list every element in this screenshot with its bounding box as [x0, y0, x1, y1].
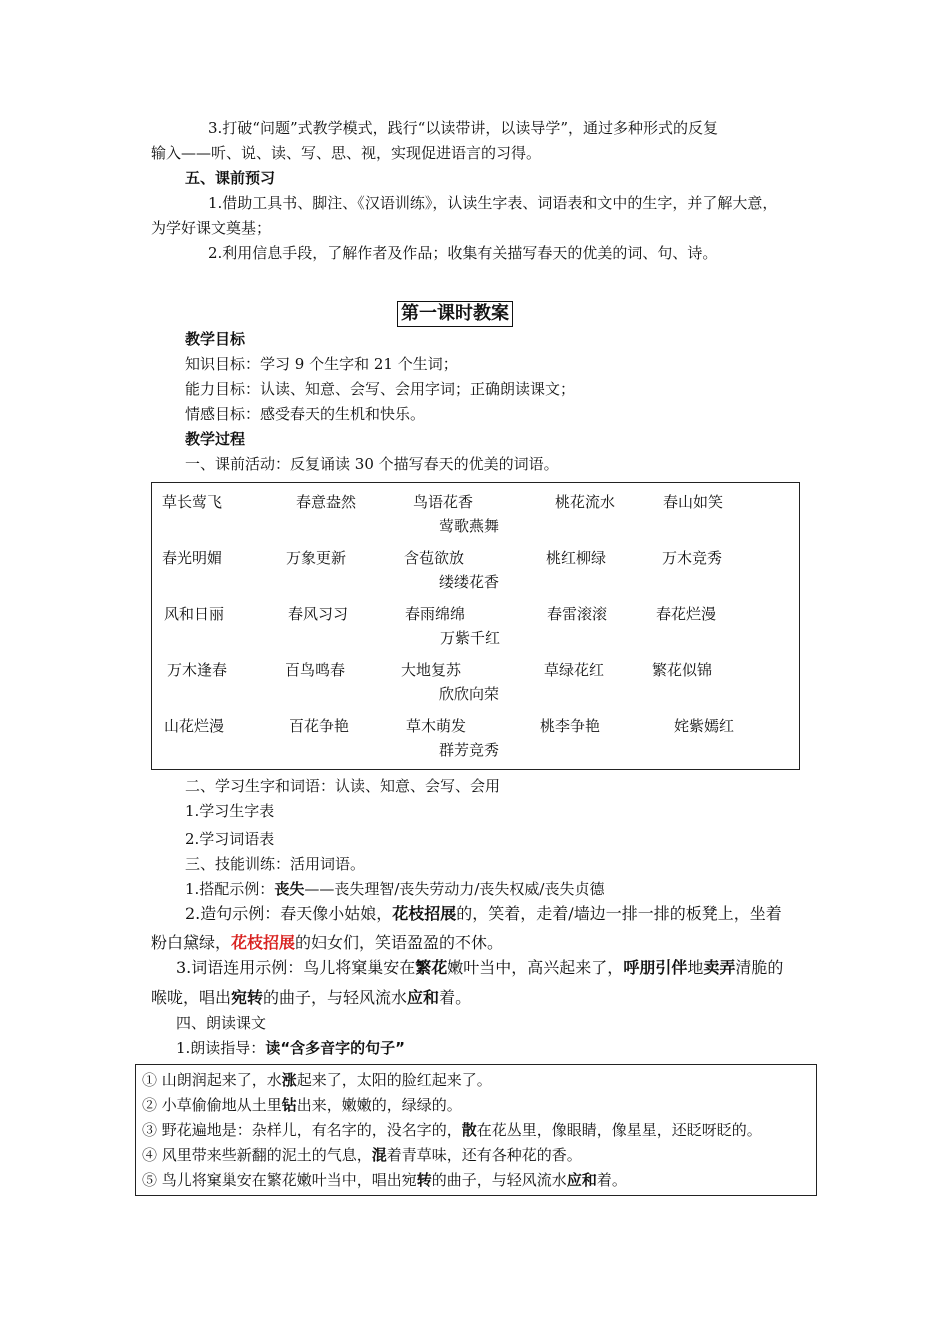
sentence-key2: 花枝招展 [231, 933, 296, 952]
phrase: 草长莺飞 [162, 493, 223, 511]
link2-c: 着。 [439, 988, 472, 1007]
phrase: 鸟语花香 [413, 493, 474, 511]
sentence-prefix: 2.造句示例：春天像小姑娘， [185, 904, 393, 923]
sentence-text: 着青草味，还有各种花的香。 [386, 1146, 582, 1164]
phrase: 草绿花红 [544, 661, 605, 679]
sentence-line2-b: 的妇女们，笑语盈盈的不休。 [295, 933, 504, 952]
sentence-key: 钻 [281, 1096, 297, 1114]
prep1-line1: 1.借助工具书、脚注、《汉语训练》，认读生字表、词语表和文中的生字，并了解大意， [208, 194, 778, 212]
link-a: 3.词语连用示例：鸟儿将窠巢安在 [176, 958, 416, 977]
phrase: 桃李争艳 [540, 717, 601, 735]
phrase: 春雷滚滚 [547, 605, 608, 623]
goal-knowledge: 知识目标：学习 9 个生字和 21 个生词； [185, 355, 458, 373]
sentence-example-line1 [185, 904, 782, 924]
phrase: 春意盎然 [296, 493, 357, 511]
sentence-text: 出来，嫩嫩的，绿绿的。 [296, 1096, 462, 1114]
reading-key: 读“含多音字的句子” [265, 1039, 406, 1057]
sentence-text: 的曲子，与轻风流水 [431, 1171, 567, 1189]
link-d: 清脆的 [735, 958, 784, 977]
item3-line2: 输入——听、说、读、写、思、视，实现促进语言的习得。 [151, 144, 542, 162]
step2-2: 2.学习词语表 [185, 830, 275, 848]
phrase: 山花烂漫 [164, 717, 225, 735]
phrase: 万紫千红 [440, 629, 501, 647]
step2: 二、学习生字和词语：认读、知意、会写、会用 [185, 777, 501, 795]
phrase: 春光明媚 [162, 549, 223, 567]
sentence-line2-a: 粉白黛绿， [151, 933, 232, 952]
sentence-box [135, 1064, 817, 1196]
link-key2: 呼朋引伴 [623, 958, 688, 977]
step1: 一、课前活动：反复诵读 30 个描写春天的优美的词语。 [185, 455, 559, 473]
item3-line1: 3.打破“问题”式教学模式，践行“以读带讲，以读导学”，通过多种形式的反复 [208, 119, 718, 137]
link2-key1: 宛转 [231, 988, 264, 1007]
sentence-item [142, 1120, 762, 1140]
link2-b: 的曲子，与轻风流水 [263, 988, 408, 1007]
phrase: 风和日丽 [164, 605, 225, 623]
link-b: 嫩叶当中，高兴起来了， [447, 958, 624, 977]
sentence-text: ④ 风里带来些新翻的泥土的气息， [142, 1146, 372, 1164]
step2-1: 1.学习生字表 [185, 802, 275, 820]
phrase: 万木竞秀 [662, 549, 723, 567]
phrase: 缕缕花香 [439, 573, 500, 591]
sentence-text: 着。 [596, 1171, 627, 1189]
sentence-text: ② 小草偷偷地从土里 [142, 1096, 282, 1114]
phrase: 百鸟鸣春 [285, 661, 346, 679]
phrase: 草木萌发 [406, 717, 467, 735]
link-c: 地 [687, 958, 704, 977]
phrase: 桃红柳绿 [546, 549, 607, 567]
link2-a: 喉咙，唱出 [151, 988, 232, 1007]
sentence-key: 应和 [566, 1171, 597, 1189]
link-example-line2 [151, 988, 471, 1008]
process-heading: 教学过程 [185, 430, 246, 448]
phrase: 繁花似锦 [652, 661, 713, 679]
sentence-item [142, 1095, 462, 1115]
sentence-text: ⑤ 鸟儿将窠巢安在繁花嫩叶当中，唱出宛 [142, 1171, 417, 1189]
prep2: 2.利用信息手段，了解作者及作品；收集有关描写春天的优美的词、句、诗。 [208, 244, 718, 262]
sentence-key: 涨 [281, 1071, 297, 1089]
link-key1: 繁花 [415, 958, 448, 977]
phrase: 桃花流水 [555, 493, 616, 511]
sentence-example-line2 [151, 933, 503, 953]
phrase: 万木逢春 [167, 661, 228, 679]
phrase: 含苞欲放 [404, 549, 465, 567]
phrase: 春山如笑 [663, 493, 724, 511]
sentence-item [142, 1145, 582, 1165]
phrase: 百花争艳 [289, 717, 350, 735]
sentence-key: 散 [461, 1121, 477, 1139]
step3: 三、技能训练：活用词语。 [185, 855, 366, 873]
reading-prefix: 1.朗读指导： [176, 1039, 266, 1057]
sentence-text: 起来了，太阳的脸红起来了。 [296, 1071, 492, 1089]
phrase: 大地复苏 [401, 661, 462, 679]
phrase: 群芳竞秀 [439, 741, 500, 759]
sentence-mid: 的，笑着，走着/墙边一排一排的板凳上，坐着 [456, 904, 782, 923]
phrase: 姹紫嫣红 [674, 717, 735, 735]
phrase: 万象更新 [286, 549, 347, 567]
prep1-line2: 为学好课文奠基； [151, 219, 272, 237]
sentence-text: ① 山朗润起来了，水 [142, 1071, 282, 1089]
collocation-key: 丧失 [274, 880, 305, 898]
goal-emotion: 情感目标：感受春天的生机和快乐。 [185, 405, 426, 423]
collocation-prefix: 1.搭配示例： [185, 880, 275, 898]
sentence-key: 混 [371, 1146, 387, 1164]
phrase: 春花烂漫 [656, 605, 717, 623]
phrase: 莺歌燕舞 [439, 517, 500, 535]
link-example-line1 [176, 958, 783, 978]
sentence-item [142, 1070, 492, 1090]
reading-guide [176, 1038, 405, 1058]
goals-heading: 教学目标 [185, 330, 246, 348]
sentence-item [142, 1170, 627, 1190]
collocation-example [185, 879, 605, 899]
sentence-key1: 花枝招展 [392, 904, 457, 923]
sentence-key: 转 [416, 1171, 432, 1189]
link2-key2: 应和 [407, 988, 440, 1007]
lesson-title: 第一课时教案 [397, 301, 513, 327]
section5-heading: 五、课前预习 [185, 169, 276, 187]
phrase: 春雨绵绵 [405, 605, 466, 623]
goal-ability: 能力目标：认读、知意、会写、会用字词；正确朗读课文； [185, 380, 576, 398]
phrase: 春风习习 [288, 605, 349, 623]
link-key3: 卖弄 [703, 958, 736, 977]
sentence-text: 在花丛里，像眼睛，像星星，还眨呀眨的。 [476, 1121, 762, 1139]
collocation-rest: ——丧失理智/丧失劳动力/丧失权威/丧失贞德 [304, 880, 605, 898]
phrase: 欣欣向荣 [439, 685, 500, 703]
phrase-box [151, 482, 800, 770]
step4: 四、朗读课文 [176, 1014, 267, 1032]
sentence-text: ③ 野花遍地是：杂样儿，有名字的，没名字的， [142, 1121, 462, 1139]
